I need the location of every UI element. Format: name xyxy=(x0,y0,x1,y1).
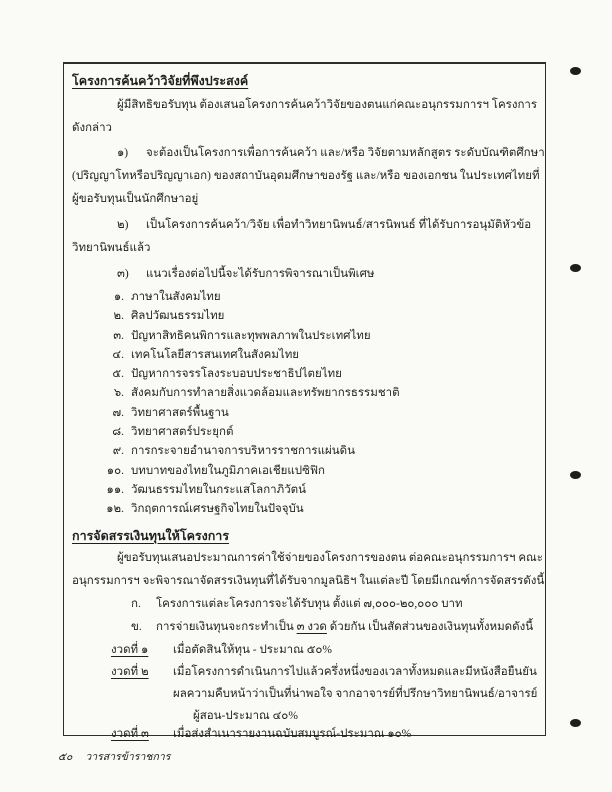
rule-text-post: ด้วยกัน เป็นสัดส่วนของเงินทุนทั้งหมดดังนี้ xyxy=(326,620,534,633)
condition-text: จะต้องเป็นโครงการเพื่อการค้นคว้า และ/หรือ วิจัยตามหลักสูตร ระดับบัณฑิตศึกษา xyxy=(146,147,545,159)
topic-text: ปัญหาสิทธิคนพิการและทุพพลภาพในประเทศไทย xyxy=(131,329,371,342)
rule-text-pre: การจ่ายเงินทุนจะกระทำเป็น xyxy=(156,620,297,633)
condition-number: ๒) xyxy=(117,219,129,231)
topic-item xyxy=(72,404,538,423)
condition-item xyxy=(72,263,538,286)
section2-intro-line1: ผู้ขอรับทุนเสนอประมาณการค่าใช้จ่ายของโครงการของตน ต่อคณะอนุกรรมการฯ คณะ xyxy=(117,551,543,564)
topic-text: วิทยาศาสตร์ประยุกต์ xyxy=(131,426,234,439)
topic-item xyxy=(72,288,538,307)
topic-text: วัฒนธรรมไทยในกระแสโลกาภิวัตน์ xyxy=(131,483,306,496)
rule-text: โครงการแต่ละโครงการจะได้รับทุน ตั้งแต่ ๗,๐๐๐-๒๐,๐๐๐ บาท xyxy=(156,597,463,610)
installment-label: งวดที่ ๒ xyxy=(111,665,149,678)
installment-text xyxy=(166,661,537,727)
rule-text-underlined: ๓ งวด xyxy=(296,620,327,633)
installment-row-1 xyxy=(72,639,538,661)
topic-number: ๘. xyxy=(112,426,124,439)
installment-text-line: ผู้สอน-ประมาณ ๔๐% xyxy=(193,709,298,722)
topic-number: ๙. xyxy=(112,445,124,458)
installment-text-line: เมื่อโครงการดำเนินการไปแล้วครึ่งหนึ่งของเวลาทั้งหมดและมีหนังสือยืนยัน xyxy=(173,665,537,678)
rule-item-a xyxy=(72,593,538,616)
condition-text: เป็นโครงการค้นคว้า/วิจัย เพื่อทำวิทยานิพนธ์/สารนิพนธ์ ที่ได้รับการอนุมัติหัวข้อ xyxy=(146,219,532,231)
punch-hole-mark-3 xyxy=(570,471,581,479)
topic-text: บทบาทของไทยในภูมิภาคเอเชียแปซิฟิก xyxy=(131,464,326,477)
rule-letter: ก. xyxy=(131,597,141,610)
topic-item xyxy=(72,346,538,365)
rule-text xyxy=(156,616,533,639)
installment-text-line: ผลความคืบหน้าว่าเป็นที่น่าพอใจ จากอาจารย์ที่ปรึกษาวิทยานิพนธ์/อาจารย์ xyxy=(173,687,538,700)
condition-number: ๑) xyxy=(117,147,129,159)
topic-text: วิทยาศาสตร์พื้นฐาน xyxy=(131,406,229,419)
topic-item xyxy=(72,307,538,326)
topic-item xyxy=(72,481,538,500)
topic-text: สังคมกับการทำลายสิ่งแวดล้อมและทรัพยากรธรรมชาติ xyxy=(131,387,400,400)
section1-intro-line2: ดังกล่าว xyxy=(72,122,113,134)
topic-text: ปัญหาการจรรโลงระบอบประชาธิปไตยไทย xyxy=(131,368,342,381)
topic-number: ๕. xyxy=(112,368,124,381)
rule-item-b xyxy=(72,616,538,639)
condition-number: ๓) xyxy=(117,268,129,280)
installment-text: เมื่อตัดสินให้ทุน - ประมาณ ๕๐% xyxy=(173,643,332,656)
installment-label: งวดที่ ๓ xyxy=(111,727,149,740)
condition-text: วิทยานิพนธ์แล้ว xyxy=(72,242,151,254)
topic-number: ๒. xyxy=(113,310,124,323)
section2-intro-line2: อนุกรรมการฯ จะพิจารณาจัดสรรเงินทุนที่ได้รับจากมูลนิธิฯ ในแต่ละปี โดยมีเกณฑ์การจัดสรรดังนี้ xyxy=(72,574,545,587)
document-border-box xyxy=(63,62,546,740)
punch-hole-mark-1 xyxy=(570,67,581,75)
topic-item xyxy=(72,384,538,403)
condition-item xyxy=(72,214,538,260)
installment-text: เมื่อส่งสำเนารายงานฉบับสมบูรณ์-ประมาณ ๑๐% xyxy=(173,727,412,740)
topic-number: ๑๑. xyxy=(106,483,124,496)
punch-hole-mark-4 xyxy=(570,719,581,727)
topic-list xyxy=(72,288,538,520)
topic-number: ๑๐. xyxy=(106,464,124,477)
topic-item xyxy=(72,327,538,346)
topic-item xyxy=(72,423,538,442)
topic-text: การกระจายอำนาจการบริหารราชการแผ่นดิน xyxy=(131,445,355,458)
journal-title: วารสารข้าราชการ xyxy=(85,752,171,763)
topic-text: วิกฤตการณ์เศรษฐกิจไทยในปัจจุบัน xyxy=(131,503,304,516)
topic-text: ศิลปวัฒนธรรมไทย xyxy=(131,310,225,323)
condition-text: (ปริญญาโทหรือปริญญาเอก) ของสถาบันอุดมศึกษาของรัฐ และ/หรือ ของเอกชน ในประเทศไทยที่ xyxy=(72,170,540,182)
condition-text: แนวเรื่องต่อไปนี้จะได้รับการพิจารณาเป็นพิเศษ xyxy=(146,268,375,280)
installment-label: งวดที่ ๑ xyxy=(111,643,149,656)
installment-row-2 xyxy=(72,661,538,727)
punch-hole-mark-2 xyxy=(570,264,581,272)
topic-text: เทคโนโลยีสารสนเทศในสังคมไทย xyxy=(131,348,300,361)
topic-number: ๓. xyxy=(113,329,124,342)
topic-number: ๖. xyxy=(113,387,124,400)
rule-letter: ข. xyxy=(131,620,142,633)
topic-text: ภาษาในสังคมไทย xyxy=(131,291,221,303)
condition-item xyxy=(72,142,545,211)
condition-text: ผู้ขอรับทุนเป็นนักศึกษาอยู่ xyxy=(72,193,199,205)
topic-number: ๔. xyxy=(112,348,124,361)
topic-item xyxy=(72,442,538,461)
topic-item xyxy=(72,462,538,481)
topic-number: ๗. xyxy=(112,406,124,419)
section1-heading: โครงการค้นคว้าวิจัยที่พึงประสงค์ xyxy=(72,74,249,88)
topic-item xyxy=(72,500,538,519)
section1-intro-line1: ผู้มีสิทธิขอรับทุน ต้องเสนอโครงการค้นคว้าวิจัยของตนแก่คณะอนุกรรมการฯ โครงการ xyxy=(117,99,538,111)
section2-heading: การจัดสรรเงินทุนให้โครงการ xyxy=(72,528,230,543)
page-footer xyxy=(58,748,170,765)
topic-item xyxy=(72,365,538,384)
page-number: ๕๐ xyxy=(58,752,73,763)
topic-number: ๑. xyxy=(113,291,124,303)
topic-number: ๑๒. xyxy=(106,503,124,516)
